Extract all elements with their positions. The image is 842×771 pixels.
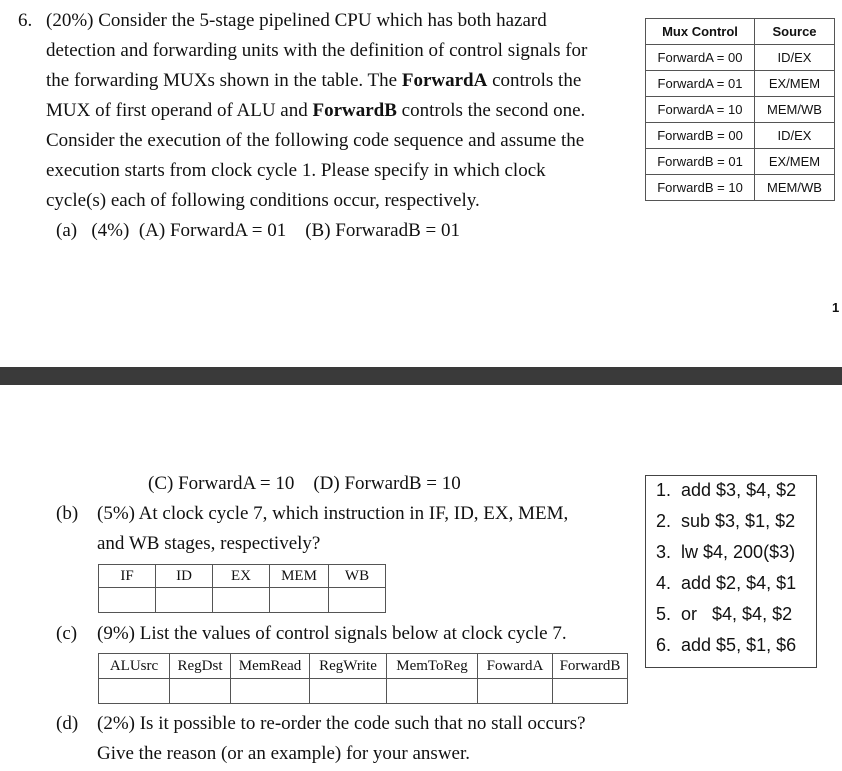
ctrl-answer-regdst[interactable] [170,679,231,704]
ctrl-answer-forwardb[interactable] [553,679,628,704]
mux-source-cell: EX/MEM [755,149,835,175]
question-line-2: detection and forwarding units with the definition of control signals for [46,40,588,61]
stage-answer-wb[interactable] [329,588,386,613]
mux-row [646,45,835,71]
code-line: 4. add $2, $4, $1 [656,573,797,593]
stage-header-wb: WB [329,565,386,588]
stage-header-mem: MEM [270,565,329,588]
stage-answer-if[interactable] [99,588,156,613]
line3-post: controls the [487,70,582,91]
part-d-line-2: Give the reason (or an example) for your answer. [97,743,470,764]
page-break-divider [0,367,842,385]
stage-header-row [99,565,386,588]
code-line: 5. or $4, $4, $2 [656,604,793,624]
part-d-label: (d) [56,713,79,734]
question-line-4 [46,96,585,126]
mux-control-cell: ForwardA = 01 [646,71,755,97]
ctrl-answer-row [99,679,628,704]
question-line-7: cycle(s) each of following conditions occur, respectively. [46,190,480,211]
mux-control-cell: ForwardB = 10 [646,175,755,201]
mux-table-header [646,19,835,45]
line3-pre: the forwarding MUXs shown in the table. The [46,70,402,91]
code-line: 1. add $3, $4, $2 [656,480,797,500]
stage-answer-mem[interactable] [270,588,329,613]
code-sequence-box [645,475,817,668]
mux-control-cell: ForwardB = 00 [646,123,755,149]
mux-control-cell: ForwardA = 10 [646,97,755,123]
code-line: 6. add $5, $1, $6 [656,635,797,655]
control-signal-table [98,653,628,704]
mux-source-cell: MEM/WB [755,175,835,201]
ctrl-answer-memtoreg[interactable] [387,679,478,704]
mux-control-table [645,18,835,201]
mux-row [646,71,835,97]
mux-source-cell: ID/EX [755,123,835,149]
forwarda-term: ForwardA [401,70,488,91]
mux-row [646,175,835,201]
code-line: 3. lw $4, 200($3) [656,542,796,562]
mux-row [646,149,835,175]
code-line: 2. sub $3, $1, $2 [656,511,796,531]
mux-control-cell: ForwardB = 01 [646,149,755,175]
part-c-line-1: (9%) List the values of control signals below at clock cycle 7. [97,623,567,644]
part-b-line-1: (5%) At clock cycle 7, which instruction in IF, ID, EX, MEM, [97,503,569,524]
part-c-label: (c) [56,623,78,644]
ctrl-answer-alusrc[interactable] [99,679,170,704]
mux-header-source: Source [755,19,835,45]
stage-answer-ex[interactable] [213,588,270,613]
part-a: (a) (4%) (A) ForwardA = 01 (B) ForwaradB = 01 [56,220,460,241]
question-line-6: execution starts from clock cycle 1. Please specify in which clock [46,160,546,181]
ctrl-header-memread: MemRead [231,654,310,679]
mux-source-cell: ID/EX [755,45,835,71]
ctrl-answer-regwrite[interactable] [310,679,387,704]
mux-source-cell: EX/MEM [755,71,835,97]
ctrl-header-alusrc: ALUsrc [99,654,170,679]
ctrl-answer-forwarda[interactable] [478,679,553,704]
mux-source-cell: MEM/WB [755,97,835,123]
stage-header-id: ID [156,565,213,588]
mux-header-control: Mux Control [646,19,755,45]
stage-answer-id[interactable] [156,588,213,613]
line4-pre: MUX of first operand of ALU and [46,100,313,121]
part-b-line-2: and WB stages, respectively? [97,533,321,554]
page-number: 1 [832,300,840,315]
part-d-line-1: (2%) Is it possible to re-order the code such that no stall occurs? [97,713,586,734]
ctrl-header-forwardb: ForwardB [553,654,628,679]
stage-header-ex: EX [213,565,270,588]
ctrl-answer-memread[interactable] [231,679,310,704]
ctrl-header-regdst: RegDst [170,654,231,679]
question-line-3 [46,66,581,96]
forwardb-term: ForwardB [312,100,397,121]
question-line-5: Consider the execution of the following code sequence and assume the [46,130,585,151]
ctrl-header-forwarda: FowardA [478,654,553,679]
ctrl-header-regwrite: RegWrite [310,654,387,679]
ctrl-header-memtoreg: MemToReg [387,654,478,679]
part-a-continued: (C) ForwardA = 10 (D) ForwardB = 10 [148,473,461,494]
stage-answer-row [99,588,386,613]
line4-post: controls the second one. [396,100,586,121]
mux-row [646,123,835,149]
question-number: 6. [18,10,33,31]
mux-control-cell: ForwardA = 00 [646,45,755,71]
pipeline-stage-table [98,564,386,613]
stage-header-if: IF [99,565,156,588]
ctrl-header-row [99,654,628,679]
question-line-1: (20%) Consider the 5-stage pipelined CPU which has both hazard [46,10,547,31]
part-b-label: (b) [56,503,79,524]
mux-row [646,97,835,123]
